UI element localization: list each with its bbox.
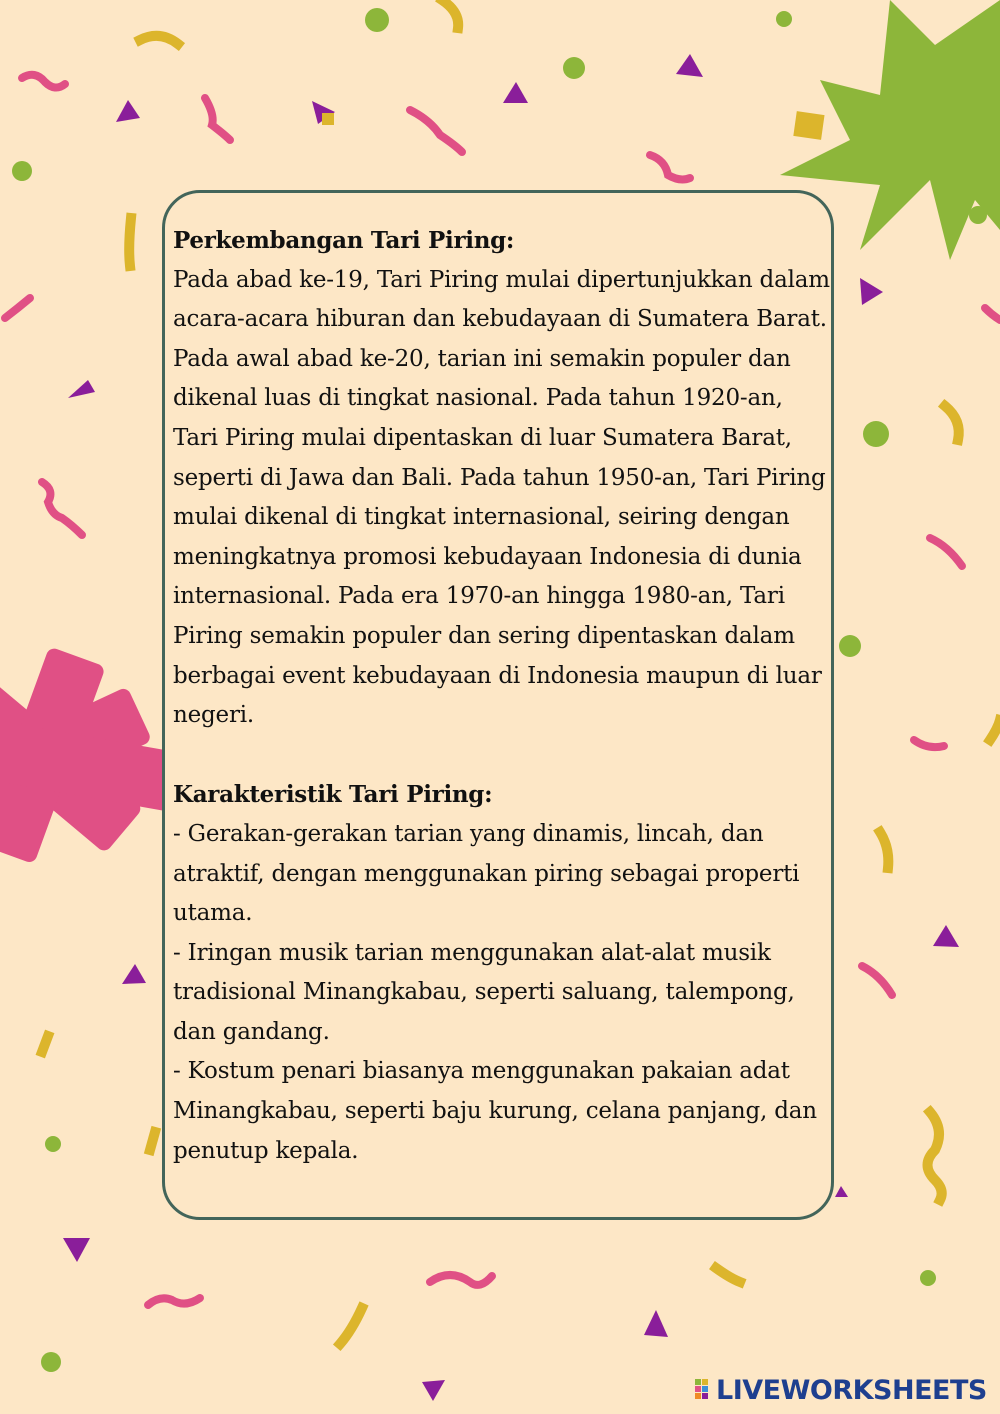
- content-card: [162, 190, 834, 1220]
- list-item: - Iringan musik tarian menggunakan alat-alat musik tradisional Minangkabau, seperti saluang, talempong, dan gandang.: [173, 939, 795, 1045]
- section2-heading: Karakteristik Tari Piring:: [173, 781, 493, 809]
- yellow-square: [793, 111, 824, 140]
- section1-body: Pada abad ke-19, Tari Piring mulai dipertunjukkan dalam acara-acara hiburan dan kebudayaan di Sumatera Barat. Pada awal abad ke-20, tarian ini semakin populer dan dikenal luas di tingkat nasional. Pada tahun 1920-an, Tari Piring mulai dipentaskan di luar Sumatera Barat, seperti di Jawa dan Bali. Pada tahun 1950-an, Tari Piring mulai dikenal di tingkat internasional, seiring dengan meningkatnya promosi kebudayaan Indonesia di dunia internasional. Pada era 1970-an hingga 1980-an, Tari Piring semakin populer dan sering dipentaskan dalam berbagai event kebudayaan di Indonesia maupun di luar negeri.: [173, 266, 830, 729]
- liveworksheets-watermark[interactable]: [694, 1372, 987, 1408]
- list-item: - Kostum penari biasanya menggunakan pakaian adat Minangkabau, seperti baju kurung, celana panjang, dan penutup kepala.: [173, 1058, 817, 1164]
- list-item: - Gerakan-gerakan tarian yang dinamis, lincah, dan atraktif, dengan menggunakan piring sebagai properti utama.: [173, 820, 800, 927]
- liveworksheets-logo-icon: [694, 1375, 714, 1405]
- watermark-text: LIVEWORKSHEETS: [716, 1374, 987, 1406]
- section1-heading: Perkembangan Tari Piring:: [173, 227, 515, 254]
